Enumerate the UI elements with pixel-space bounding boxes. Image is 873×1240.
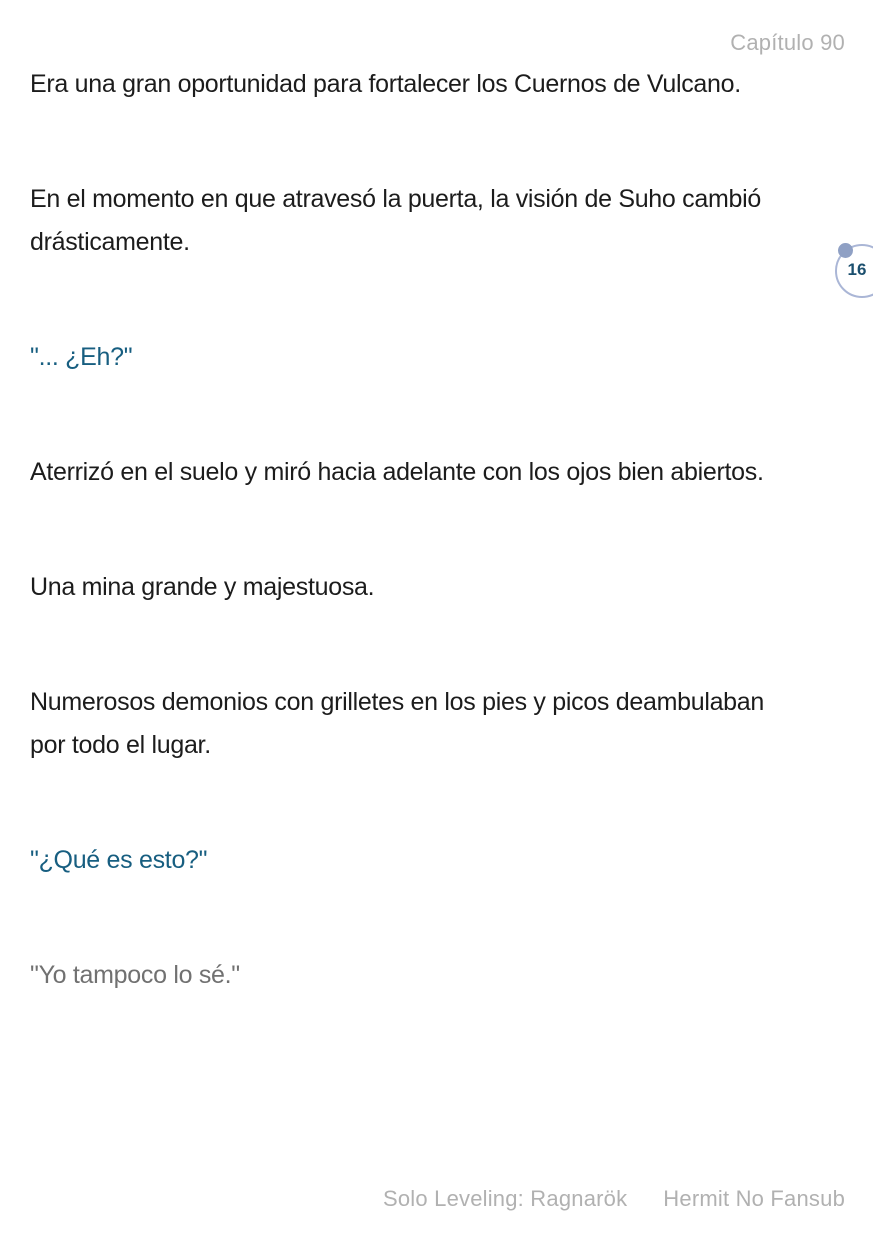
footer-fansub-credit: Hermit No Fansub [663,1186,845,1211]
paragraph: Numerosos demonios con grilletes en los pies y picos deambulaban por todo el lugar. [30,688,764,759]
dialogue-paragraph: "Yo tampoco lo sé." [30,961,240,989]
badge-dot-icon [838,243,853,258]
footer-book-title: Solo Leveling: Ragnarök [382,1186,628,1211]
badge-count: 16 [847,260,867,279]
paragraph: En el momento en que atravesó la puerta, la visión de Suho cambió drásticamente. [30,185,761,256]
paragraph: Era una gran oportunidad para fortalecer los Cuernos de Vulcano. [30,70,741,98]
dialogue-paragraph: "... ¿Eh?" [30,343,133,371]
paragraph: Aterrizó en el suelo y miró hacia adelante con los ojos bien abiertos. [30,458,764,486]
chapter-text [30,63,790,997]
page-footer [0,1186,845,1212]
paragraph: Una mina grande y majestuosa. [30,573,375,601]
annotation-count-badge[interactable] [835,244,873,300]
chapter-label: Capítulo 90 [730,30,845,55]
page-header [0,0,873,55]
dialogue-paragraph: "¿Qué es esto?" [30,846,208,874]
